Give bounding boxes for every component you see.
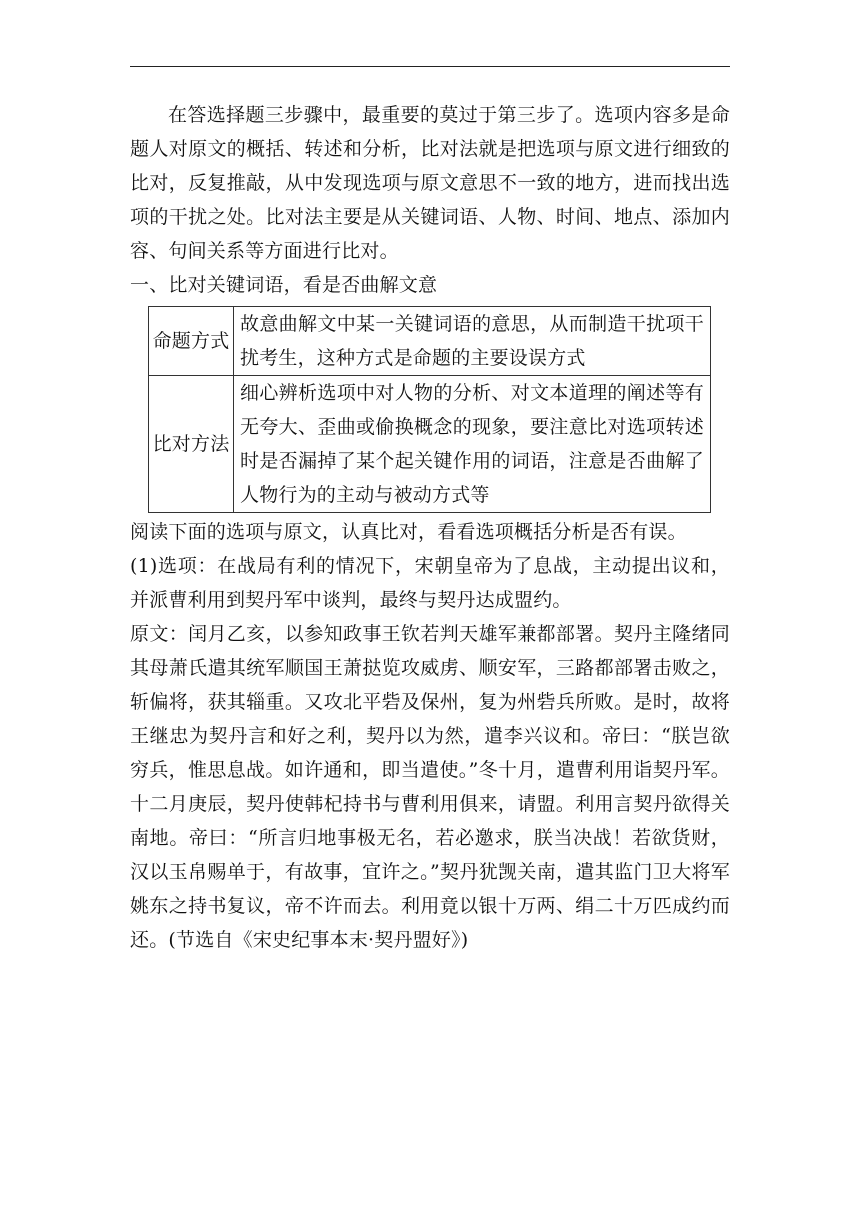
- section-heading: 一、比对关键词语，看是否曲解文意: [130, 274, 438, 296]
- header-rule: [130, 66, 730, 67]
- table-row: [149, 376, 711, 513]
- table-row: [149, 307, 711, 376]
- document-body: [130, 98, 730, 957]
- original-text-paragraph: 原文：闰月乙亥，以参知政事王钦若判天雄军兼都部署。契丹主隆绪同其母萧氏遣其统军顺国王萧挞览攻威虏、顺安军，三路都部署击败之，斩偏将，获其辎重。又攻北平砦及保州，复为州砦兵所败。是时，故将王继忠为契丹言和好之利，契丹以为然，遣李兴议和。帝曰：“朕岂欲穷兵，惟思息战。如许通和，即当遣使。”冬十月，遣曹利用诣契丹军。十二月庚辰，契丹使韩杞持书与曹利用俱来，请盟。利用言契丹欲得关南地。帝曰：“所言归地事极无名，若必邀求，朕当决战！若欲货财，汉以玉帛赐单于，有故事，宜许之。”契丹犹觊关南，遣其监门卫大将军姚东之持书复议，帝不许而去。利用竟以银十万两、绢二十万匹成约而还。(节选自《宋史纪事本末·契丹盟好》): [130, 623, 730, 951]
- table-content-cell: 故意曲解文中某一关键词语的意思，从而制造干扰项干扰考生，这种方式是命题的主要设误方式: [234, 307, 711, 376]
- table-label-cell: 比对方法: [149, 376, 234, 513]
- table-content-cell: 细心辨析选项中对人物的分析、对文本道理的阐述等有无夸大、歪曲或偷换概念的现象，要注意比对选项转述时是否漏掉了某个起关键作用的词语，注意是否曲解了人物行为的主动与被动方式等: [234, 376, 711, 513]
- table-label-cell: 命题方式: [149, 307, 234, 376]
- option-paragraph: (1)选项：在战局有利的情况下，宋朝皇帝为了息战，主动提出议和，并派曹利用到契丹军中谈判，最终与契丹达成盟约。: [130, 555, 730, 611]
- reading-instruction: 阅读下面的选项与原文，认真比对，看看选项概括分析是否有误。: [130, 521, 687, 543]
- method-table: [148, 306, 711, 513]
- intro-paragraph: 在答选择题三步骤中，最重要的莫过于第三步了。选项内容多是命题人对原文的概括、转述和分析，比对法就是把选项与原文进行细致的比对，反复推敲，从中发现选项与原文意思不一致的地方，进而找出选项的干扰之处。比对法主要是从关键词语、人物、时间、地点、添加内容、句间关系等方面进行比对。: [130, 104, 730, 262]
